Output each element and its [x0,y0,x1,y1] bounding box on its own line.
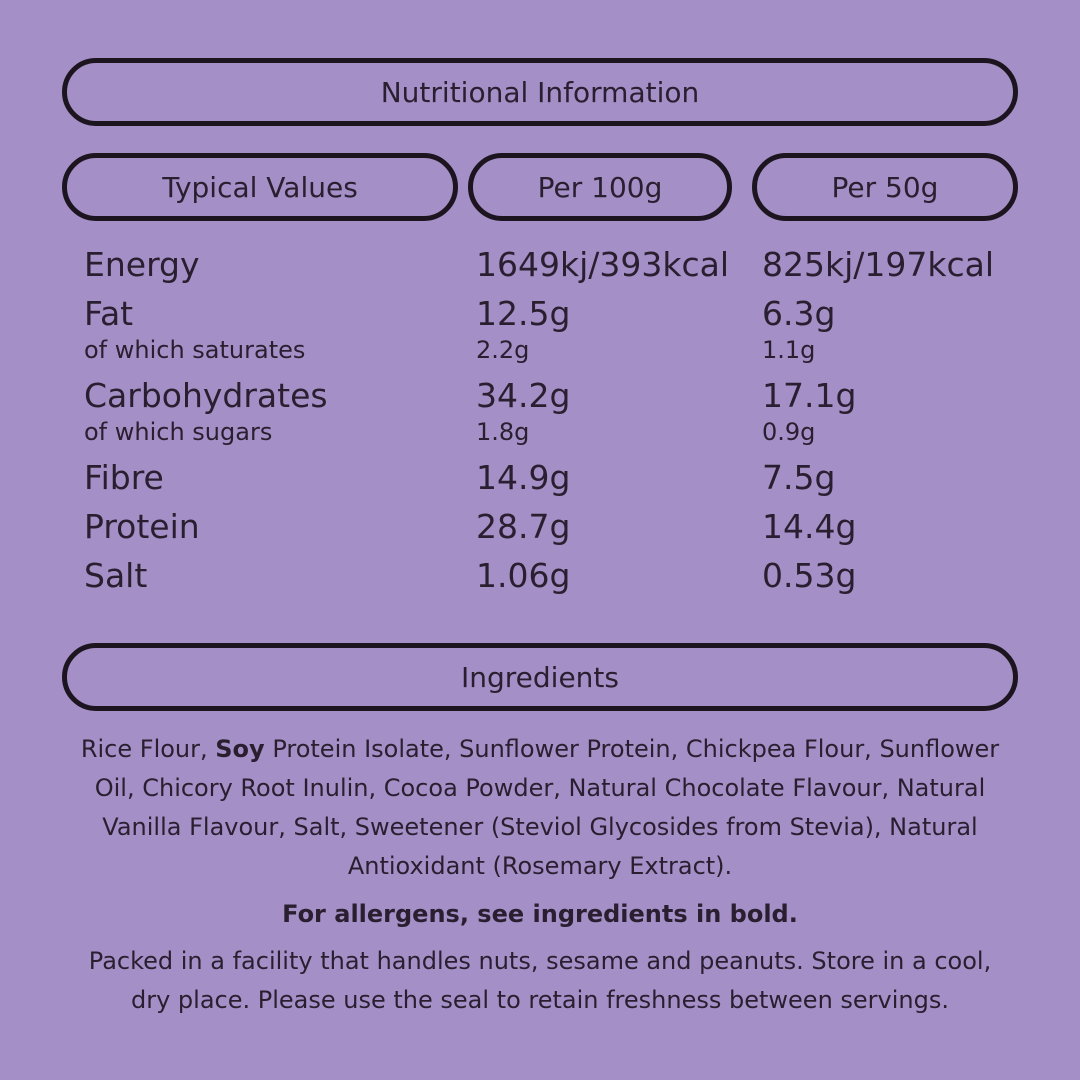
allergen-soy: Soy [215,735,265,763]
row-per50: 0.53g [762,556,857,595]
per-100g-label: Per 100g [537,170,663,204]
row-per50: 0.9g [762,418,816,446]
row-per50: 14.4g [762,507,857,546]
ingredients-text-rest: Protein Isolate, Sunflower Protein, Chickpea Flour, Sunflower Oil, Chicory Root Inulin, Cocoa Powder, Natural Chocolate Flavour, Natural Vanilla Flavour, Salt, Sweetener (Steviol Glycosides from Stevia), Natural Antioxidant (Rosemary Extract). [94,735,1000,880]
row-label: Fat [84,294,134,333]
nutrition-title-pill [62,58,1018,126]
ingredients-title-pill [62,643,1018,711]
row-per50: 1.1g [762,336,816,364]
row-per100: 14.9g [476,458,571,497]
row-per50: 825kj/197kcal [762,245,995,284]
nutrition-title: Nutritional Information [380,75,700,109]
per-50g-header [752,153,1018,221]
storage-note: Packed in a facility that handles nuts, sesame and peanuts. Store in a cool, dry place. Please use the seal to retain freshness between servings. [88,947,992,1014]
row-per50: 17.1g [762,376,857,415]
typical-values-label: Typical Values [162,170,358,204]
row-per100: 2.2g [476,336,530,364]
row-per100: 28.7g [476,507,571,546]
row-label: Fibre [84,458,164,497]
allergen-note: For allergens, see ingredients in bold. [282,900,798,928]
row-label: Protein [84,507,200,546]
row-label: Salt [84,556,148,595]
ingredients-text-start: Rice Flour, [80,735,216,763]
row-per100: 1.06g [476,556,571,595]
row-label: of which sugars [84,418,273,446]
per-100g-header [468,153,732,221]
per-50g-label: Per 50g [831,170,939,204]
row-label: Energy [84,245,200,284]
row-per50: 6.3g [762,294,836,333]
row-per100: 1649kj/393kcal [476,245,730,284]
row-per100: 34.2g [476,376,571,415]
row-per100: 1.8g [476,418,530,446]
row-per50: 7.5g [762,458,836,497]
row-label: Carbohydrates [84,376,328,415]
row-per100: 12.5g [476,294,571,333]
row-label: of which saturates [84,336,306,364]
typical-values-header [62,153,458,221]
ingredients-title: Ingredients [461,660,619,694]
ingredients-list [70,730,1010,886]
